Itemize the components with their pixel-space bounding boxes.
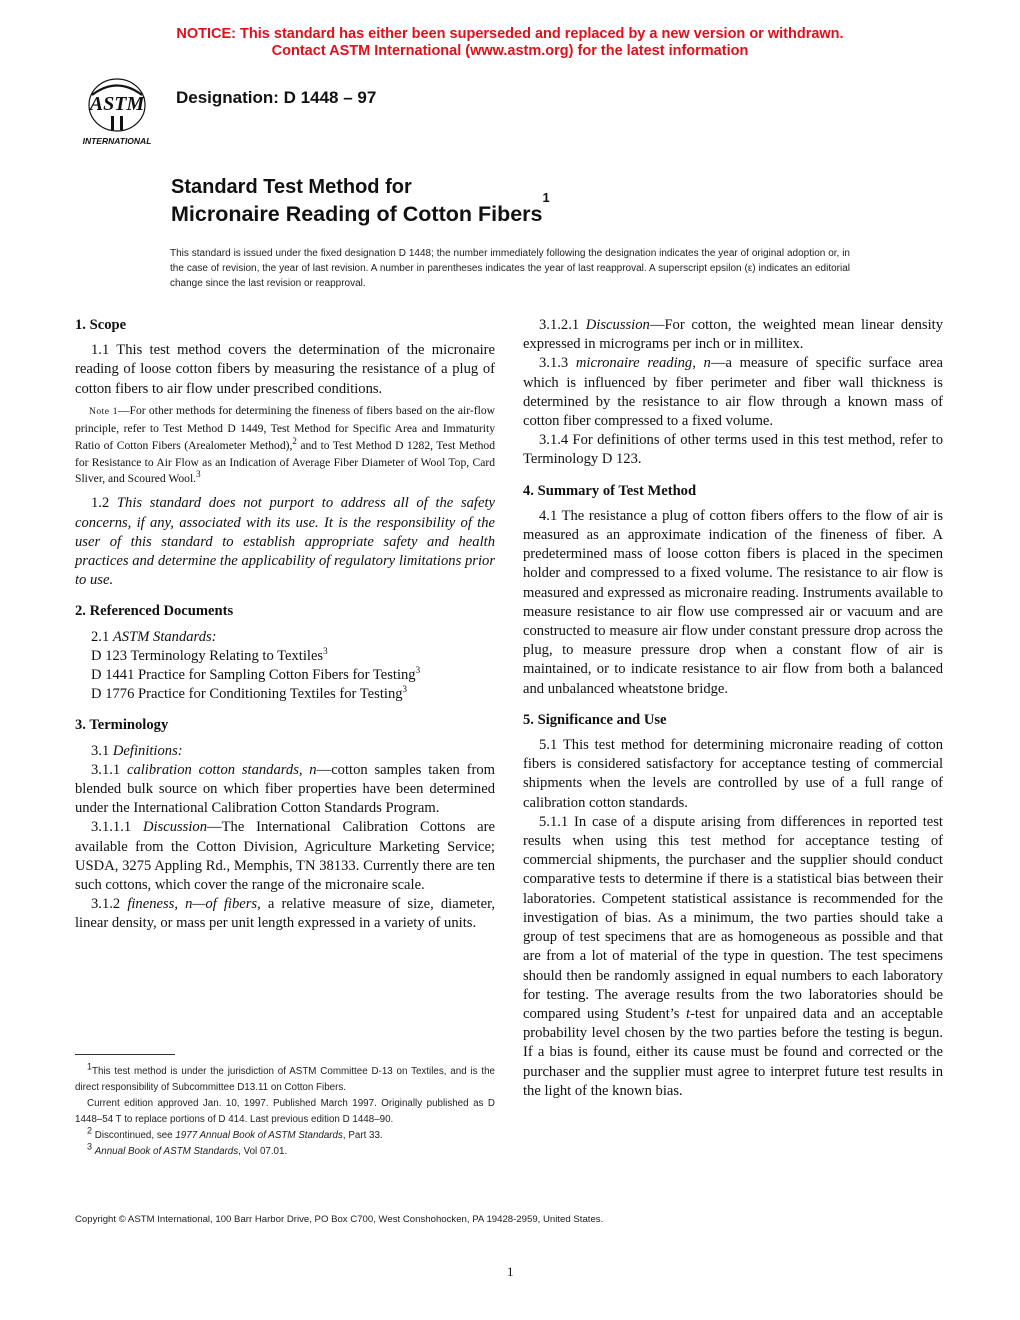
p5-1-1-text-b: -test for unpaired data and an acceptable probability level chosen by the two parties before the testing is begun. If a bias is found, either its cause must be found and corrected or the purchaser and the supplier must agree to interpret future test results in the light of the known bias. bbox=[523, 1005, 943, 1099]
title-footnote-mark: 1 bbox=[542, 190, 550, 205]
section-heading-summary: 4. Summary of Test Method bbox=[523, 482, 697, 499]
p3-1-2-text: a relative measure of size, diameter, linear density, or mass per unit length expressed in a variety of units. bbox=[75, 896, 495, 932]
p3-1-number: 3.1 bbox=[91, 742, 113, 759]
p3-1-1-1-term: Discussion bbox=[142, 819, 208, 836]
p3-1-2-term: fineness, n—of fibers, bbox=[127, 896, 261, 913]
p5-1-1-text-a: 5.1.1 In case of a dispute arising from differences in reported test results when using this test method for acceptance testing of commercial shipments, the purchaser and the supplier should conduct comparative tests to determine if there is a statistical bias between their laboratories. Competent statistical assistance is recommended for the investigation of bias. As a minimum, the two parties should take a group of test specimens that are as homogeneous as possible and that are from a lot of material of the type in question. The test specimens should then be randomly assigned in equal numbers to each laboratory for testing. The average results from the two laboratories should be compared using Student’s bbox=[523, 813, 943, 1022]
note-1 bbox=[75, 403, 495, 489]
title-line-2 bbox=[171, 190, 550, 228]
paragraph-3-1 bbox=[75, 742, 495, 761]
section-heading-terminology: 3. Terminology bbox=[75, 717, 169, 734]
footnote-2 bbox=[75, 1125, 495, 1144]
ref-item bbox=[75, 685, 495, 704]
footnote-2-italic: 1977 Annual Book of ASTM Standards bbox=[175, 1130, 343, 1141]
paragraph-3-1-3 bbox=[523, 354, 943, 431]
p3-1-2-1-text: —For cotton, the weighted mean linear density expressed in micrograms per inch or in millitex. bbox=[523, 317, 944, 353]
section-heading-scope: 1. Scope bbox=[75, 317, 127, 333]
footnote-rule bbox=[75, 1054, 175, 1055]
p3-1-1-1-number: 3.1.1.1 bbox=[91, 819, 143, 836]
paragraph-5-1: 5.1 This test method for determining micronaire reading of cotton fibers is considered satisfactory for acceptance testing of commercial shipments when the levels are controlled by use of a full range of calibration cotton standards. bbox=[523, 737, 943, 811]
ref-item-sup: 3 bbox=[415, 665, 421, 676]
notice-line-2: Contact ASTM International (www.astm.org) for the latest information bbox=[271, 43, 749, 59]
logo-mark: ASTM bbox=[89, 93, 145, 115]
footnote-1-text: This test method is under the jurisdiction of ASTM Committee D-13 on Textiles, and is the direct responsibility of Subcommittee D13.11 on Cotton Fibers. bbox=[75, 1066, 495, 1093]
ref-item-text: D 1776 Practice for Conditioning Textiles for Testing bbox=[91, 686, 403, 703]
p1-2-number: 1.2 bbox=[91, 495, 117, 512]
logo-subtext: INTERNATIONAL bbox=[82, 136, 152, 146]
footnote-3 bbox=[75, 1141, 495, 1160]
p3-1-3-text: —a measure of specific surface area which is influenced by fiber perimeter and fiber wall thickness is determined by the resistance to air flow through a known mass of cotton fiber compressed to a fixed volume. bbox=[523, 355, 943, 430]
p3-1-3-term: micronaire reading, n bbox=[575, 355, 711, 372]
paragraph-3-1-1-1 bbox=[75, 818, 495, 895]
ref-item-sup: 3 bbox=[402, 684, 408, 695]
p5-1-1-t: t bbox=[686, 1005, 691, 1022]
notice-line-1: NOTICE: This standard has either been superseded and replaced by a new version or withdrawn. bbox=[176, 26, 844, 42]
footnote-1-edition: Current edition approved Jan. 10, 1997. Published March 1997. Originally published as D 1448–54 T to replace portions of D 414. Last previous edition D 1448–90. bbox=[75, 1098, 495, 1125]
note-sup-3: 3 bbox=[196, 469, 201, 480]
footnote-1-mark: 1 bbox=[87, 1061, 93, 1072]
paragraph-3-1-2 bbox=[75, 895, 495, 933]
paragraph-3-1-4: 3.1.4 For definitions of other terms used in this test method, refer to Terminology D 123. bbox=[523, 432, 943, 468]
p1-2-text: This standard does not purport to address all of the safety concerns, if any, associated with its use. It is the responsibility of the user of this standard to establish appropriate safety and health practices and determine the applicability of regulatory limitations prior to use. bbox=[75, 495, 495, 589]
paragraph-1-1: 1.1 This test method covers the determination of the micronaire reading of loose cotton fibers by measuring the resistance of a plug of cotton fibers to air flow under prescribed conditions. bbox=[75, 342, 495, 397]
p3-1-2-1-term: Discussion bbox=[585, 317, 650, 333]
paragraph-4-1: 4.1 The resistance a plug of cotton fibers offers to the flow of air is measured as an approximate indication of the fineness of fiber. A predetermined mass of loose cotton fibers is placed in the specimen holder and compressed to a fixed volume. The resistance to air flow is measured and expressed as micronaire reading. Instruments available to measure resistance to air flow use compressed air or vacuum and are constructed to measure air flow under constant pressure drop across the plug, to measure pressure drop when a constant flow of air is maintained, or to indicate resistance to air flow from both a balanced and unbalanced wheatstone bridge. bbox=[523, 507, 943, 697]
p3-1-1-1-text: —The International Calibration Cottons are available from the Cotton Division, Agriculture Marketing Service; USDA, 3275 Appling Rd., Memphis, TN 38133. Currently there are ten such cottons, which cover the range of the micronaire scale. bbox=[75, 819, 495, 893]
paragraph-5-1-1 bbox=[523, 813, 943, 1101]
ref-item-sup: 3 bbox=[323, 645, 328, 656]
p2-1-number: 2.1 bbox=[91, 628, 113, 645]
footnote-1 bbox=[75, 1061, 495, 1096]
footnote-2-text-b: , Part 33. bbox=[342, 1130, 383, 1141]
paragraph-2-1 bbox=[75, 628, 495, 647]
p3-1-2-1-number: 3.1.2.1 bbox=[539, 317, 586, 333]
p3-1-1-term: calibration cotton standards, n bbox=[126, 761, 317, 778]
page-number: 1 bbox=[507, 1264, 514, 1279]
p3-1-2-number: 3.1.2 bbox=[91, 896, 128, 913]
footnote-3-text: , Vol 07.01. bbox=[238, 1146, 288, 1157]
p2-1-text: ASTM Standards: bbox=[112, 628, 217, 645]
footnote-3-italic: Annual Book of ASTM Standards bbox=[94, 1146, 239, 1157]
footnotes bbox=[75, 1061, 495, 1160]
astm-logo-icon bbox=[74, 76, 160, 148]
paragraph-1-2 bbox=[75, 494, 495, 590]
designation: Designation: D 1448 – 97 bbox=[176, 88, 377, 107]
ref-item bbox=[75, 647, 495, 666]
note-text-b: and to Test Method D 1282, Test Method for Resistance to Air Flow as an Indication of Average Fiber Diameter of Wool Top, Card Sliver, and Scoured Wool. bbox=[75, 438, 495, 486]
p3-1-1-number: 3.1.1 bbox=[91, 761, 127, 778]
paragraph-3-1-2-1 bbox=[523, 316, 943, 354]
note-text-a: —For other methods for determining the fineness of fibers based on the air-flow principle, refer to Test Method D 1449, Test Method for Specific Area and Immaturity Ratio of Cotton Fibers (Arealometer Method), bbox=[75, 403, 495, 452]
footnote-2-mark: 2 bbox=[87, 1125, 93, 1136]
p3-1-3-number: 3.1.3 bbox=[539, 355, 576, 372]
title-main: Micronaire Reading of Cotton Fibers bbox=[171, 202, 543, 226]
preamble: This standard is issued under the fixed designation D 1448; the number immediately following the designation indicates the year of original adoption or, in the case of revision, the year of last revision. A number in parentheses indicates the year of last reapproval. A superscript epsilon (ε) indicates an editorial change since the last revision or reapproval. bbox=[170, 248, 850, 289]
section-heading-refdocs: 2. Referenced Documents bbox=[75, 603, 234, 620]
document-title bbox=[171, 174, 550, 228]
paragraph-3-1-1 bbox=[75, 761, 495, 819]
ref-item-text: D 1441 Practice for Sampling Cotton Fibers for Testing bbox=[91, 666, 416, 683]
note-sup-2: 2 bbox=[292, 435, 297, 446]
footnote-2-text-a: Discontinued, see bbox=[92, 1130, 176, 1141]
section-heading-significance: 5. Significance and Use bbox=[523, 711, 667, 728]
copyright: Copyright © ASTM International, 100 Barr Harbor Drive, PO Box C700, West Conshohocken, PA 19428-2959, United States. bbox=[75, 1214, 604, 1225]
ref-item-text: D 123 Terminology Relating to Textiles bbox=[91, 647, 324, 664]
note-label: Note 1 bbox=[89, 406, 118, 417]
p3-1-1-text: —cotton samples taken from blended bulk source on which fiber properties have been determined under the International Calibration Cotton Standards Program. bbox=[75, 761, 495, 817]
title-line-1: Standard Test Method for bbox=[171, 176, 412, 198]
p3-1-text: Definitions: bbox=[112, 742, 183, 759]
ref-item bbox=[75, 666, 495, 685]
right-column bbox=[523, 316, 943, 1101]
left-column bbox=[75, 316, 495, 934]
supersession-notice bbox=[0, 26, 1020, 60]
footnote-3-mark: 3 bbox=[87, 1141, 93, 1152]
